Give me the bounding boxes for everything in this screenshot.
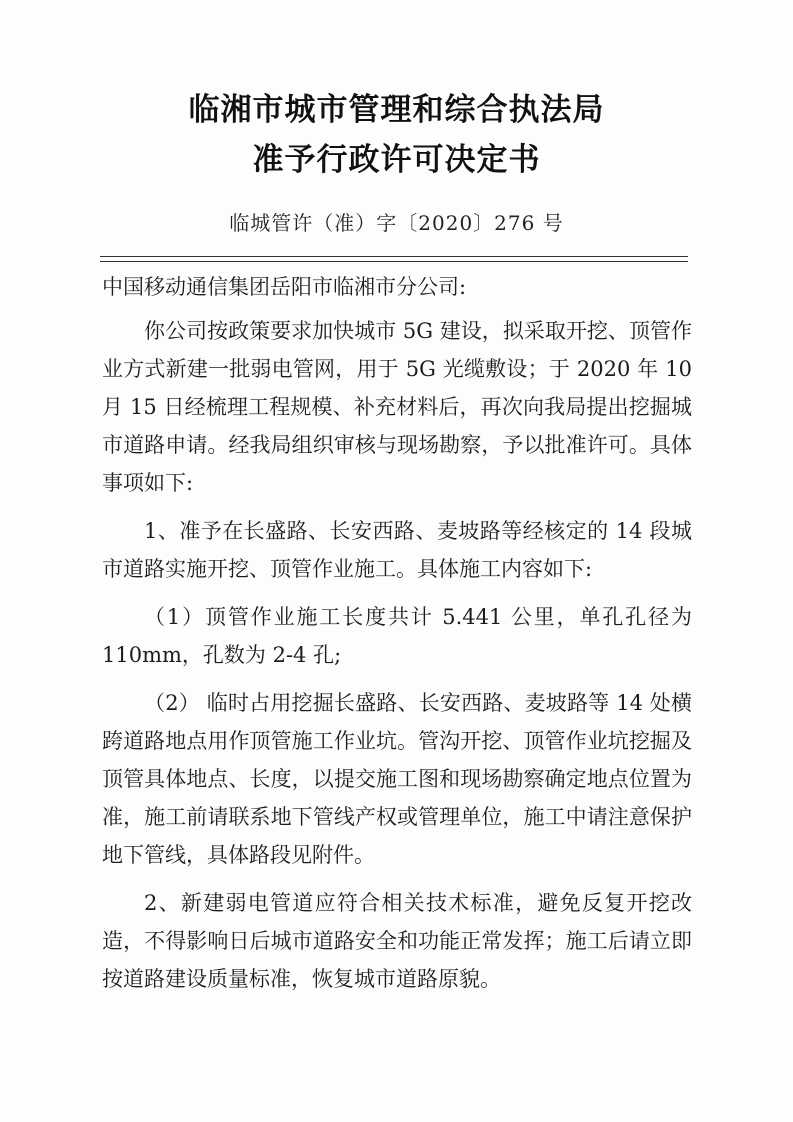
addressee: 中国移动通信集团岳阳市临湘市分公司: bbox=[102, 275, 467, 299]
item-1-sub-2: （2） 临时占用挖掘长盛路、长安西路、麦坡路等 14 处横跨道路地点用作顶管施工作业坑。管沟开挖、顶管作业坑挖掘及顶管具体地点、长度，以提交施工图和现场勘察确定地点位置为准，施工前请联系地下管线产权或管理单位，施工中请注意保护地下管线，具体路段见附件。 bbox=[102, 691, 692, 867]
header-divider-top bbox=[100, 256, 688, 257]
item-1-sub-1: （1）顶管作业施工长度共计 5.441 公里，单孔孔径为 110mm，孔数为 2-4 孔; bbox=[102, 605, 692, 667]
document-title-line1: 临湘市城市管理和综合执法局 bbox=[188, 92, 605, 128]
paragraph-intro: 你公司按政策要求加快城市 5G 建设，拟采取开挖、顶管作业方式新建一批弱电管网，用于 5G 光缆敷设；于 2020 年 10 月 15 日经梳理工程规模、补充材料后，再次向我局提出挖掘城市道路申请。经我局组织审核与现场勘察，予以批准许可。具体事项如下: bbox=[102, 319, 692, 495]
document-body bbox=[102, 268, 692, 1008]
item-2: 2、新建弱电管道应符合相关技术标准，避免反复开挖改造，不得影响日后城市道路安全和功能正常发挥；施工后请立即按道路建设质量标准，恢复城市道路原貌。 bbox=[102, 891, 692, 991]
document-title-line2: 准予行政许可决定书 bbox=[252, 142, 541, 178]
document-number: 临城管许（准）字〔2020〕276 号 bbox=[229, 211, 564, 235]
item-1: 1、准予在长盛路、长安西路、麦坡路等经核定的 14 段城市道路实施开挖、顶管作业施工。具体施工内容如下: bbox=[102, 519, 692, 581]
header-divider-bottom bbox=[100, 261, 688, 262]
